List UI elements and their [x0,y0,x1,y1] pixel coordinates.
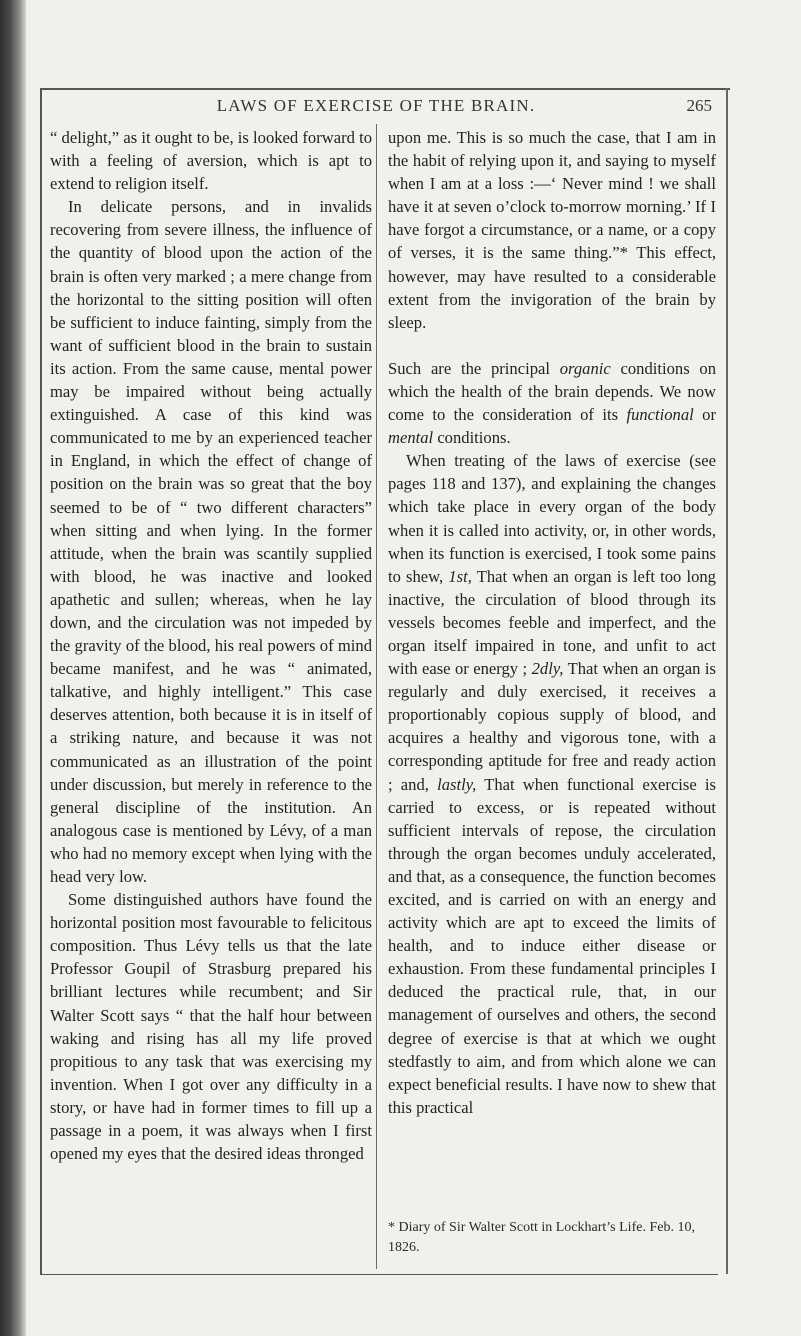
emphasis-mental: mental [388,428,434,448]
book-binding-edge [0,0,26,1336]
emphasis-2dly: 2dly, [531,659,564,679]
left-paragraph-1: “ delight,” as it ought to be, is looked forward to with a feeling of aversion, which is apt to extend to religion itself. [50,128,372,194]
page-number: 265 [686,96,712,115]
right-paragraph-3-text-c: That when an organ is regularly and duly exercised, it receives a proportionably copious supply of blood, and acquires a healthy and vigorous tone, with a corresponding aptitude for free and ready action ; and, [388,659,716,794]
emphasis-1st: 1st, [448,566,472,586]
right-paragraph-2-text-c: or [693,405,716,425]
right-paragraph-2-text-d: conditions. [433,428,511,448]
right-paragraph-3-text-a: When treating of the laws of exercise (see pages 118 and 137), and explaining the changes which take place in every organ of the body when it is called into activity, or, in other words, when its function is exercised, I took some pains to shew, [388,451,716,586]
right-paragraph-2 [388,357,716,449]
right-paragraph-3-text-b: That when an organ is left too long inactive, the circulation of blood through its vessels becomes feeble and imperfect, and the organ itself impaired in tone, and unfit to act with ease or energy ; [388,566,716,679]
emphasis-functional: functional [626,405,694,425]
right-paragraph-3 [388,449,716,1119]
right-column [388,126,716,1119]
left-paragraph-3: Some distinguished authors have found the horizontal position most favourable to felicitous composition. Thus Lévy tells us that the late Professor Goupil of Strasburg prepared his brilliant lectures while recumbent; and Sir Walter Scott says “ that the half hour between waking and rising has all my life proved propitious to any task that was exercising my invention. When I got over any difficulty in a story, or have had in former times to fill up a passage in a poem, it was always when I first opened my eyes that the desired ideas thronged [50,890,372,1164]
left-paragraph-2: In delicate persons, and in invalids recovering from severe illness, the influence of the quantity of blood upon the action of the brain is often very marked ; a mere change from the horizontal to the sitting position will often be sufficient to induce fainting, simply from the want of sufficient blood in the brain to sustain its action. From the same cause, mental power may be impaired without being actually extinguished. A case of this kind was communicated to me by an experienced teacher in England, in which the effect of change of position on the brain was so great that the boy seemed to be of “ two different characters” when sitting and when lying. In the former attitude, when the brain was scantily supplied with blood, he was inactive and looked apathetic and sullen; whereas, when he lay down, and the circulation was not impeded by the gravity of the blood, his real powers of mind became manifest, and he was “ animated, talkative, and highly intelligent.” This case deserves attention, both because it is in itself of a striking nature, and because it was not communicated as an illustration of the point under discussion, but merely in reference to the general discipline of the institution. An analogous case is mentioned by Lévy, of a man who had no memory except when lying with the head very low. [50,197,372,886]
right-paragraph-1: upon me. This is so much the case, that I am in the habit of relying upon it, and saying to myself when I am at a loss :—‘ Never mind ! we shall have it at seven o’clock to-morrow morning.’ If I have forgot a circumstance, or a name, or a copy of verses, it is the same thing.”* This effect, however, may have resulted to a considerable extent from the invigoration of the brain by sleep. [388,128,716,332]
right-paragraph-2-text-b: conditions on which the health of the brain depends. We now come to the consideration of its [388,358,716,425]
footnote: * Diary of Sir Walter Scott in Lockhart’s Life. Feb. 10, 1826. [388,1220,695,1255]
emphasis-lastly: lastly, [437,774,477,794]
right-paragraph-2-text-a: Such are the principal [388,358,560,378]
column-divider [376,124,377,1269]
book-page [26,0,801,1336]
running-title: LAWS OF EXERCISE OF THE BRAIN. [216,96,536,115]
left-column [50,126,372,1165]
right-paragraph-3-text-d: That when functional exercise is carried to excess, or is repeated without sufficient intervals of repose, the circulation through the organ becomes unduly accelerated, and that, as a consequence, the function becomes excited, and is carried on with an energy and activity which are apt to exceed the limits of health, and to induce either disease or exhaustion. From these fundamental principles I deduced the practical rule, that, in our management of ourselves and others, the second degree of exercise is that at which we ought stedfastly to aim, and from which alone we can expect beneficial results. I have now to shew that this practical [388,774,716,1117]
emphasis-organic: organic [559,358,611,378]
page-frame-right-rule [726,88,728,1274]
